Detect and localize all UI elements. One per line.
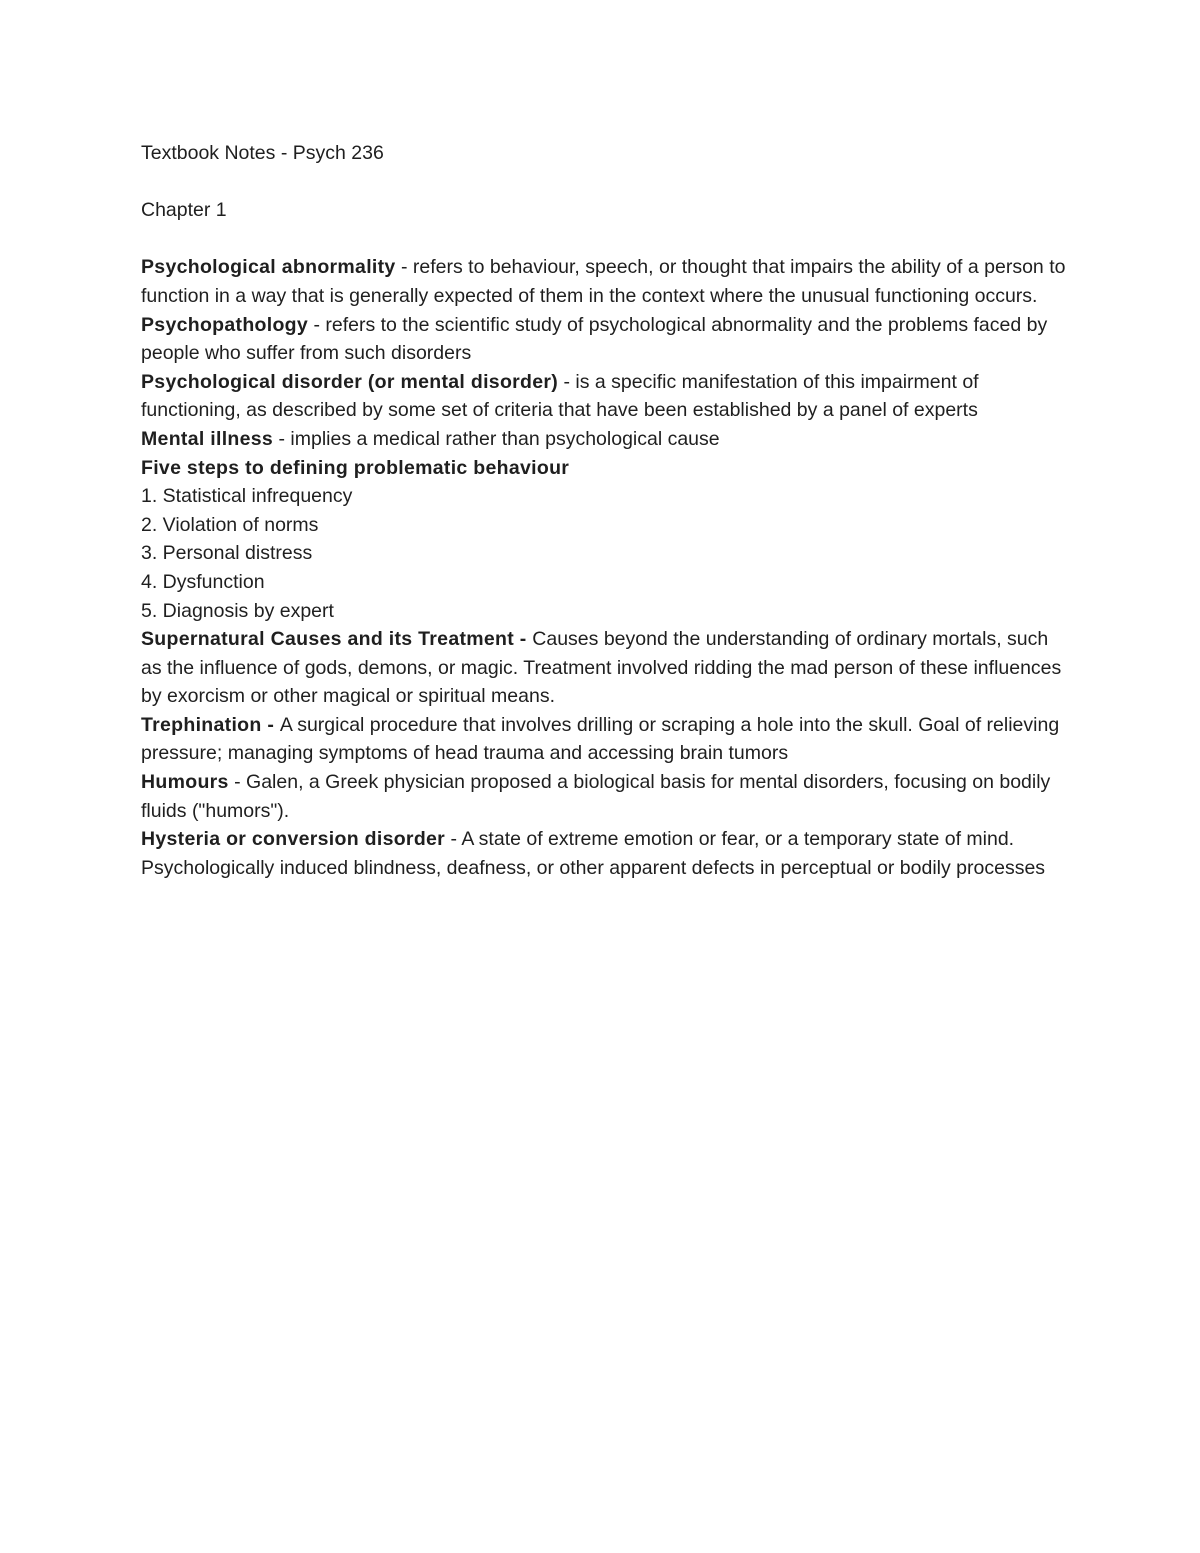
definition-term: Mental illness: [141, 427, 274, 450]
list-item: 4. Dysfunction: [141, 570, 265, 593]
steps-list: [141, 482, 1071, 625]
definition-term: Psychopathology: [141, 313, 309, 336]
definition-text: - A state of extreme emotion or fear, or a temporary state of mind. Psychologically induced blindness, deafness, or other apparent defects in perceptual or bodily processes: [141, 828, 1046, 879]
definition-supernatural-causes: [141, 625, 1071, 711]
definition-psychological-abnormality: [141, 253, 1071, 310]
definition-term: Supernatural Causes and its Treatment -: [141, 628, 533, 651]
document-body: [141, 139, 1071, 882]
definition-text: - refers to the scientific study of psychological abnormality and the problems faced by people who suffer from such disorders: [141, 313, 1048, 365]
definition-text: - implies a medical rather than psychological cause: [273, 427, 720, 450]
definition-text: - Galen, a Greek physician proposed a biological basis for mental disorders, focusing on bodily fluids ("humors").: [141, 771, 1051, 822]
spacer: [141, 168, 1071, 197]
definition-text: - is a specific manifestation of this impairment of functioning, as described by some set of criteria that have been established by a panel of experts: [141, 370, 979, 422]
spacer: [141, 225, 1071, 254]
definition-text: Causes beyond the understanding of ordinary mortals, such as the influence of gods, demons, or magic. Treatment involved ridding the mad person of these influences by exorcism or other magical or spiritual means.: [141, 628, 1062, 708]
definition-psychological-disorder: [141, 368, 1071, 425]
document-title: Textbook Notes - Psych 236: [141, 142, 384, 164]
definition-term: Hysteria or conversion disorder: [141, 828, 446, 851]
definition-psychopathology: [141, 311, 1071, 368]
definition-term: Psychological disorder (or mental disorder): [141, 370, 559, 393]
steps-heading: Five steps to defining problematic behaviour: [141, 456, 570, 479]
definition-humours: [141, 768, 1071, 825]
chapter-heading: Chapter 1: [141, 199, 227, 222]
definition-trephination: [141, 711, 1071, 768]
list-item: 5. Diagnosis by expert: [141, 599, 334, 622]
definition-hysteria: [141, 825, 1071, 882]
definition-text: - refers to behaviour, speech, or thought that impairs the ability of a person to function in a way that is generally expected of them in the context where the unusual functioning occurs.: [141, 256, 1066, 307]
definition-term: Humours: [141, 771, 229, 794]
list-item: 2. Violation of norms: [141, 513, 319, 536]
definition-mental-illness: [141, 425, 1071, 454]
definition-term: Trephination -: [141, 713, 280, 736]
list-item: 3. Personal distress: [141, 542, 313, 565]
list-item: 1. Statistical infrequency: [141, 485, 353, 508]
definition-term: Psychological abnormality: [141, 256, 396, 279]
definition-text: A surgical procedure that involves drilling or scraping a hole into the skull. Goal of relieving pressure; managing symptoms of head trauma and accessing brain tumors: [141, 713, 1060, 765]
